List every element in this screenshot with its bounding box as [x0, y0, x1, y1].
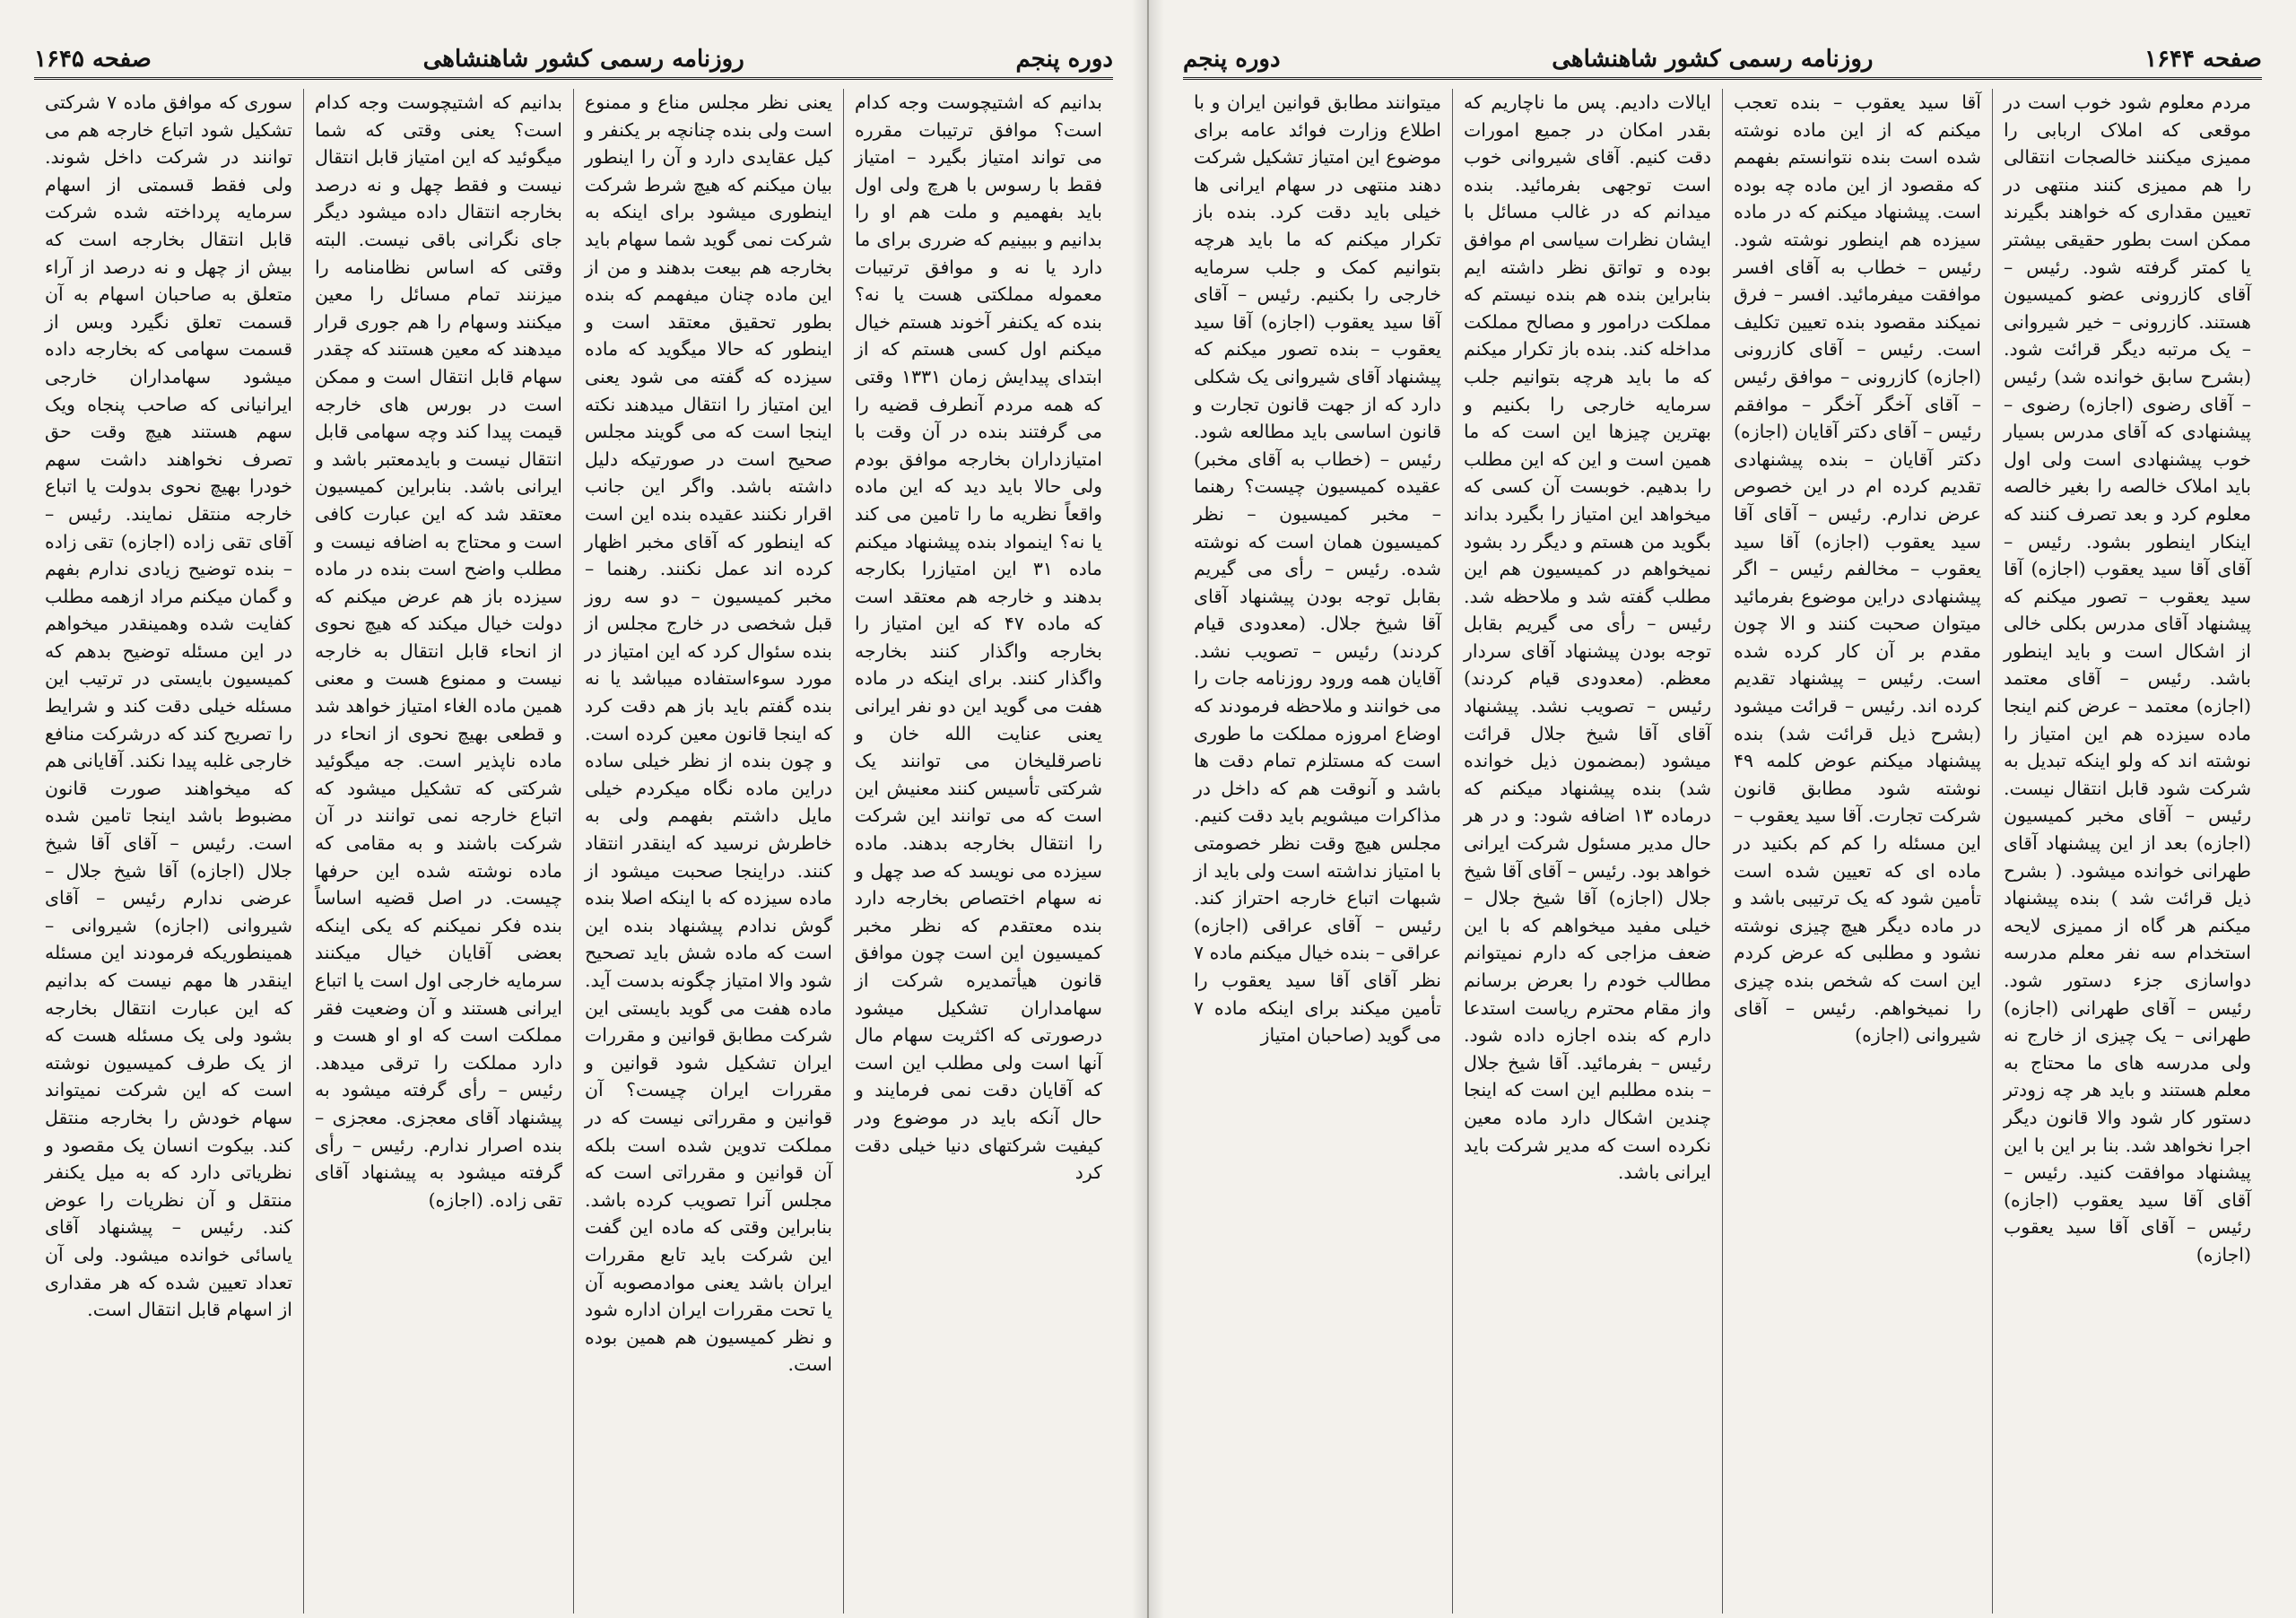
right-col-2-text: آقا سید یعقوب – بنده تعجب میکنم که از این ماده نوشته شده است بنده نتوانستم بفهمم که مقصود از این ماده چه بوده است. پیشنهاد میکنم که در ماده سیزده هم اینطور نوشته شود. رئیس – خطاب به آقای افسر موافقت میفرمائید. افسر – فرق نمیکند مقصود بنده تعیین تکلیف است. رئیس – آقای کازرونی (اجازه) کازرونی – موافق رئیس – آقای آخگر آخگر – موافقم رئیس – آقای دکتر آقایان (اجازه) دکتر آقایان – بنده پیشنهادی تقدیم کرده ام در این خصوص عرض ندارم. رئیس – آقای آقا سید یعقوب (اجازه) آقا سید یعقوب – مخالفم رئیس – اگر پیشنهادی دراین موضوع بفرمائید میتوان صحبت کنند و الا چون مقدم بر آن کار کرده شده است. رئیس – پیشنهاد تقدیم کرده اند. رئیس – قرائت میشود (بشرح ذیل قرائت شد) بنده پیشنهاد میکنم عوض کلمه ۴۹ نوشته شود مطابق قانون شرکت تجارت. آقا سید یعقوب – این مسئله را کم کم بکنید در ماده ای که تعیین شده است تأمین شود که یک ترتیبی باشد و در ماده دیگر هیچ چیزی نوشته نشود و مطلبی که عرض کردم این است که شخص بنده چیزی را نمیخواهم. رئیس – آقای شیروانی (اجازه): [1734, 91, 1981, 1047]
right-header-page-number: صفحه ۱۶۴۴: [2144, 46, 2262, 73]
right-page: [1148, 0, 2296, 1618]
right-page-header: [1183, 41, 2262, 80]
left-col-1-text: بدانیم که اشتیچوست وجه کدام است؟ موافق ترتیبات مقرره می تواند امتیاز بگیرد – امتیاز فقط با رسوس با هرچ ولی اول باید بفهمیم و ملت هم او را بدانیم و ببینیم که ضرری برای ما دارد یا نه و موافق ترتیبات معموله مملکتی هست یا نه؟ بنده که یکنفر آخوند هستم خیال میکنم اول کسی هستم که از ابتدای پیدایش زمان ۱۳۳۱ وقتی که همه مردم آنطرف قضیه را می گرفتند بنده در آن وقت با امتیازداران بخارجه موافق بودم ولی حالا باید دید که این ماده واقعاً نظریه ما را تامین می کند یا نه؟ اینمواد بنده پیشنهاد میکنم ماده ۳۱ این امتیازرا بکارجه بدهند و خارجه هم معتقد است که ماده ۴۷ که این امتیاز را بخارجه واگذار کنند بخارجه واگذار کنند. برای اینکه در ماده هفت می گوید این دو نفر ایرانی یعنی عنایت الله خان و ناصرقلیخان می توانند یک شرکتی تأسیس کنند معنیش این است که می توانند این شرکت را انتقال بخارجه بدهند. ماده سیزده می نویسد که صد چهل و نه سهام اختصاص بخارجه دارد بنده معتقدم که نظر مخبر کمیسیون این است چون موافق قانون هیأتمدیره شرکت از سهامداران تشکیل میشود درصورتی که اکثریت سهام مال آنها است ولی مطلب این است که آقایان دقت نمی فرمایند و حال آنکه باید در موضوع ودر کیفیت شرکتهای دنیا خیلی دقت کرد: [855, 91, 1102, 1184]
left-col-3-text: بدانیم که اشتیچوست وجه کدام است؟ یعنی وقتی که شما میگوئید که این امتیاز قابل انتقال نیست و فقط چهل و نه درصد بخارجه انتقال داده میشود دیگر جای نگرانی باقی نیست. البته وقتی که اساس نظامنامه را میزنند تمام مسائل را معین میکنند وسهام را هم جوری قرار میدهند که معین هستند که چقدر سهام قابل انتقال است و ممکن است در بورس های خارجه قیمت پیدا کند وچه سهامی قابل انتقال نیست و بایدمعتبر باشد و ایرانی باشد. بنابراین کمیسیون معتقد شد که این عبارت کافی است و محتاج به اضافه نیست و مطلب واضح است بنده در ماده سیزده باز هم عرض میکنم که دولت خیال میکند که هیچ نحوی از انحاء قابل انتقال به خارجه نیست و ممنوع هست و معنی همین ماده الغاء امتیاز خواهد شد و قطعی بهیچ نحوی از انحاء در ماده ناپذیر است. جه میگوئید شرکتی که تشکیل میشود که اتباع خارجه نمی توانند در آن شرکت باشند و به مقامی که ماده نوشته شده این حرفها چیست. در اصل قضیه اساساً بنده فکر نمیکنم که یکی اینکه بعضی آقایان خیال میکنند سرمایه خارجی اول است یا اتباع ایرانی هستند و آن وضعیت فقر مملکت است که او او هست و دارد مملکت را ترقی میدهد. رئیس – رأی گرفته میشود به پیشنهاد آقای معجزی. معجزی – بنده اصرار ندارم. رئیس – رأی گرفته میشود به پیشنهاد آقای تقی زاده. (اجازه): [315, 91, 562, 1211]
right-col-1-text: مردم معلوم شود خوب است در موقعی که املاک اربابی را ممیزی میکنند خالصجات انتقالی را هم ممیزی کنند منتهی در تعیین مقداری که خواهند بگیرند ممکن است بطور حقیقی بیشتر یا کمتر گرفته شود. رئیس – آقای کازرونی عضو کمیسیون هستند. کازرونی – خیر شیروانی – یک مرتبه دیگر قرائت شود. (بشرح سابق خوانده شد) رئیس – آقای رضوی (اجازه) رضوی – پیشنهادی که آقای مدرس بسیار خوب پیشنهادی است ولی اول باید املاک خالصه را بغیر خالصه معلوم کرد و بعد تصرف کنند که اینکار اینطور بشود. رئیس – آقای آقا سید یعقوب (اجازه) آقا سید یعقوب – تصور میکنم که پیشنهاد آقای مدرس بکلی خالی از اشکال است و باید اینطور باشد. رئیس – آقای معتمد (اجازه) معتمد – عرض کنم اینجا ماده سیزده هم این امتیاز را نوشته اند که ولو اینکه تبدیل به شرکت شود قابل انتقال نیست. رئیس – آقای مخبر کمیسیون (اجازه) بعد از این پیشنهاد آقای طهرانی خوانده میشود. ( بشرح ذیل قرائت شد ) بنده پیشنهاد میکنم هر گاه از ممیزی لایحه استخدام سه نفر معلم مدرسه دواسازی جزء دستور شود. رئیس – آقای طهرانی (اجازه) طهرانی – یک چیزی از خارج نه ولی مدرسه های ما محتاج به معلم هستند و باید هر چه زودتر دستور کار شود والا قانون دیگر اجرا نخواهد شد. بنا بر این با این پیشنهاد موافقت کنید. رئیس – آقای آقا سید یعقوب (اجازه) رئیس – آقای آقا سید یعقوب (اجازه): [2004, 91, 2251, 1266]
right-page-columns: [1183, 89, 2262, 1614]
right-col-3: [1452, 89, 1722, 1614]
right-col-3-text: ایالات دادیم. پس ما ناچاریم که بقدر امکان در جمیع امورات دقت کنیم. آقای شیروانی خوب است توجهی بفرمائید. بنده میدانم که در غالب مسائل با ایشان نظرات سیاسی ام موافق بوده و تواتق نظر داشته ایم بنابراین بنده هم بنده نیستم که مملکت درامور و مصالح مملکت مداخله کند. بنده باز تکرار میکنم که ما باید هرچه بتوانیم جلب سرمایه خارجی را بکنیم و بهترین چیزها این است که ما همین است و این که این مطلب را بدهیم. خوبست آن کسی که میخواهد این امتیاز را بگیرد بداند بگوید من هستم و دیگر رد بشود نمیخواهم در کمیسیون هم این مطلب گفته شد و ملاحظه شد. رئیس – رأی می گیریم بقابل توجه بودن پیشنهاد آقای سردار معظم. (معدودی قیام کردند) رئیس – تصویب نشد. پیشنهاد آقای آقا شیخ جلال قرائت میشود (بمضمون ذیل خوانده شد) بنده پیشنهاد میکنم که درماده ۱۳ اضافه شود: و در هر حال مدیر مسئول شرکت ایرانی خواهد بود. رئیس – آقای آقا شیخ جلال (اجازه) آقا شیخ جلال – خیلی مفید میخواهم که با این ضعف مزاجی که دارم نمیتوانم مطالب خودم را بعرض برسانم واز مقام محترم ریاست استدعا دارم که بنده اجازه داده شود. رئیس – بفرمائید. آقا شیخ جلال – بنده مطلبم این است که اینجا چندین اشکال دارد ماده معین نکرده است که مدیر شرکت باید ایرانی باشد.: [1464, 91, 1711, 1184]
left-col-2: [573, 89, 843, 1614]
left-header-title: روزنامه رسمی کشور شاهنشاهی: [422, 46, 744, 73]
left-page-columns: [34, 89, 1113, 1614]
right-col-4-text: میتوانند مطابق قوانین ایران و با اطلاع وزارت فوائد عامه برای موضوع این امتیاز تشکیل شرکت دهند منتهی در سهام ایرانی ها خیلی باید دقت کرد. بنده باز تکرار میکنم که ما باید هرچه بتوانیم کمک و جلب سرمایه خارجی را بکنیم. رئیس – آقای آقا سید یعقوب (اجازه) آقا سید یعقوب – بنده تصور میکنم که پیشنهاد آقای شیروانی یک شکلی دارد که از جهت قانون تجارت و قانون اساسی باید مطالعه شود. رئیس – (خطاب به آقای مخبر) عقیده کمیسیون چیست؟ رهنما – مخبر کمیسیون – نظر کمیسیون همان است که نوشته شده. رئیس – رأی می گیریم بقابل توجه بودن پیشنهاد آقای آقا شیخ جلال. (معدودی قیام کردند) رئیس – تصویب نشد. آقایان همه ورود روزنامه جات را می خوانند و ملاحظه فرمودند که اوضاع امروزه مملکت ما طوری است که مستلزم تمام دقت ها باشد و آنوقت هم که داخل در مذاکرات میشویم باید دقت کنیم. مجلس هیچ وقت نظر خصومتی با امتیاز نداشته است ولی باید از شبهات اتباع خارجه احتراز کند. رئیس – آقای عراقی (اجازه) عراقی – بنده خیال میکنم ماده ۷ نظر آقای آقا سید یعقوب را تأمین میکند برای اینکه ماده ۷ می گوید (صاحبان امتیاز: [1194, 91, 1441, 1047]
right-header-volume: دوره پنجم: [1183, 46, 1281, 73]
right-col-4: [1183, 89, 1452, 1614]
right-col-1: [1992, 89, 2262, 1614]
left-col-3: [303, 89, 573, 1614]
left-col-4: [34, 89, 303, 1614]
left-col-1: [843, 89, 1113, 1614]
left-header-volume: دوره پنجم: [1015, 46, 1113, 73]
left-page-header: [34, 41, 1113, 80]
left-col-2-text: یعنی نظر مجلس مناع و ممنوع است ولی بنده چنانچه بر یکنفر و کیل عقایدی دارد و آن را اینطور بیان میکنم که هیچ شرط شرکت اینطوری میشود برای اینکه به شرکت نمی گوید شما سهام باید بخارجه هم بیعت بدهند و من از این ماده چنان میفهمم که بنده بطور تحقیق معتقد است و اینطور که حالا میگوید که ماده سیزده که گفته می شود یعنی این امتیاز را انتقال میدهند نکته اینجا است که می گویند مجلس صحیح است در صورتیکه دلیل داشته باشد. واگر این جانب اقرار نکنند عقیده بنده این است که اینطور که آقای مخبر اظهار کرده اند عمل نکنند. رهنما – مخبر کمیسیون – دو سه روز قبل شخصی در خارج مجلس از بنده سئوال کرد که این امتیاز در مورد سوءاستفاده میباشد یا نه بنده گفتم باید باز هم دقت کرد که اینجا قانون معین کرده است. و چون بنده از نظر خیلی ساده دراین ماده نگاه میکردم خیلی مایل داشتم بفهمم ولی به خاطرش نرسید که اینقدر انتقاد کنند. دراینجا صحبت میشود از ماده سیزده که با اینکه اصلا بنده گوش ندادم پیشنهاد بنده این است که ماده شش باید تصحیح شود والا امتیاز چگونه بدست آید. ماده هفت می گوید بایستی این شرکت مطابق قوانین و مقررات ایران تشکیل شود قوانین و مقررات ایران چیست؟ آن قوانین و مقرراتی نیست که در مملکت تدوین شده است بلکه آن قوانین و مقرراتی است که مجلس آنرا تصویب کرده باشد. بنابراین وقتی که ماده این گفت این شرکت باید تابع مقررات ایران باشد یعنی موادمصوبه آن یا تحت مقررات ایران اداره شود و نظر کمیسیون هم همین بوده است.: [585, 91, 832, 1376]
left-header-page-number: صفحه ۱۶۴۵: [34, 46, 152, 73]
right-col-2: [1722, 89, 1992, 1614]
left-col-4-text: سوری که موافق ماده ۷ شرکتی تشکیل شود اتباع خارجه هم می توانند در شرکت داخل شوند. ولی فقط قسمتی از اسهام سرمایه پرداخته شده شرکت قابل انتقال بخارجه است که بیش از چهل و نه درصد از آراء متعلق به صاحبان اسهام به آن قسمت تعلق نگیرد وبس از قسمت سهامی که بخارجه داده میشود سهامداران خارجی ایرانیانی که صاحب پنجاه ویک سهم هستند هیچ وقت حق تصرف نخواهند داشت سهم خودرا بهیچ نحوی بدولت یا اتباع خارجه منتقل نمایند. رئیس – آقای تقی زاده (اجازه) تقی زاده – بنده توضیح زیادی ندارم بفهم و گمان میکنم مراد ازهمه مطلب کفایت شده وهمینقدر میخواهم در این مسئله توضیح بدهم که کمیسیون بایستی در ترتیب این مسئله خیلی دقت کند و شرایط را تصریح کند که درشرکت منافع خارجی غلبه پیدا نکند. آقایانی هم که میخواهند صورت قانون مضبوط باشد اینجا تامین شده است. رئیس – آقای آقا شیخ جلال (اجازه) آقا شیخ جلال – عرضی ندارم رئیس – آقای شیروانی (اجازه) شیروانی – همینطوریکه فرمودند این مسئله اینقدر ها مهم نیست که بدانیم که این عبارت انتقال بخارجه بشود ولی یک مسئله هست که از یک طرف کمیسیون نوشته است که این شرکت نمیتواند سهام خودش را بخارجه منتقل کند. بیکوت انسان یک مقصود و نظریاتی دارد که به میل یکنفر منتقل و آن نظریات را عوض کند. رئیس – پیشنهاد آقای یاسائی خوانده میشود. ولی آن تعداد تعیین شده که هر مقداری از اسهام قابل انتقال است.: [45, 91, 292, 1321]
right-header-title: روزنامه رسمی کشور شاهنشاهی: [1552, 46, 1874, 73]
